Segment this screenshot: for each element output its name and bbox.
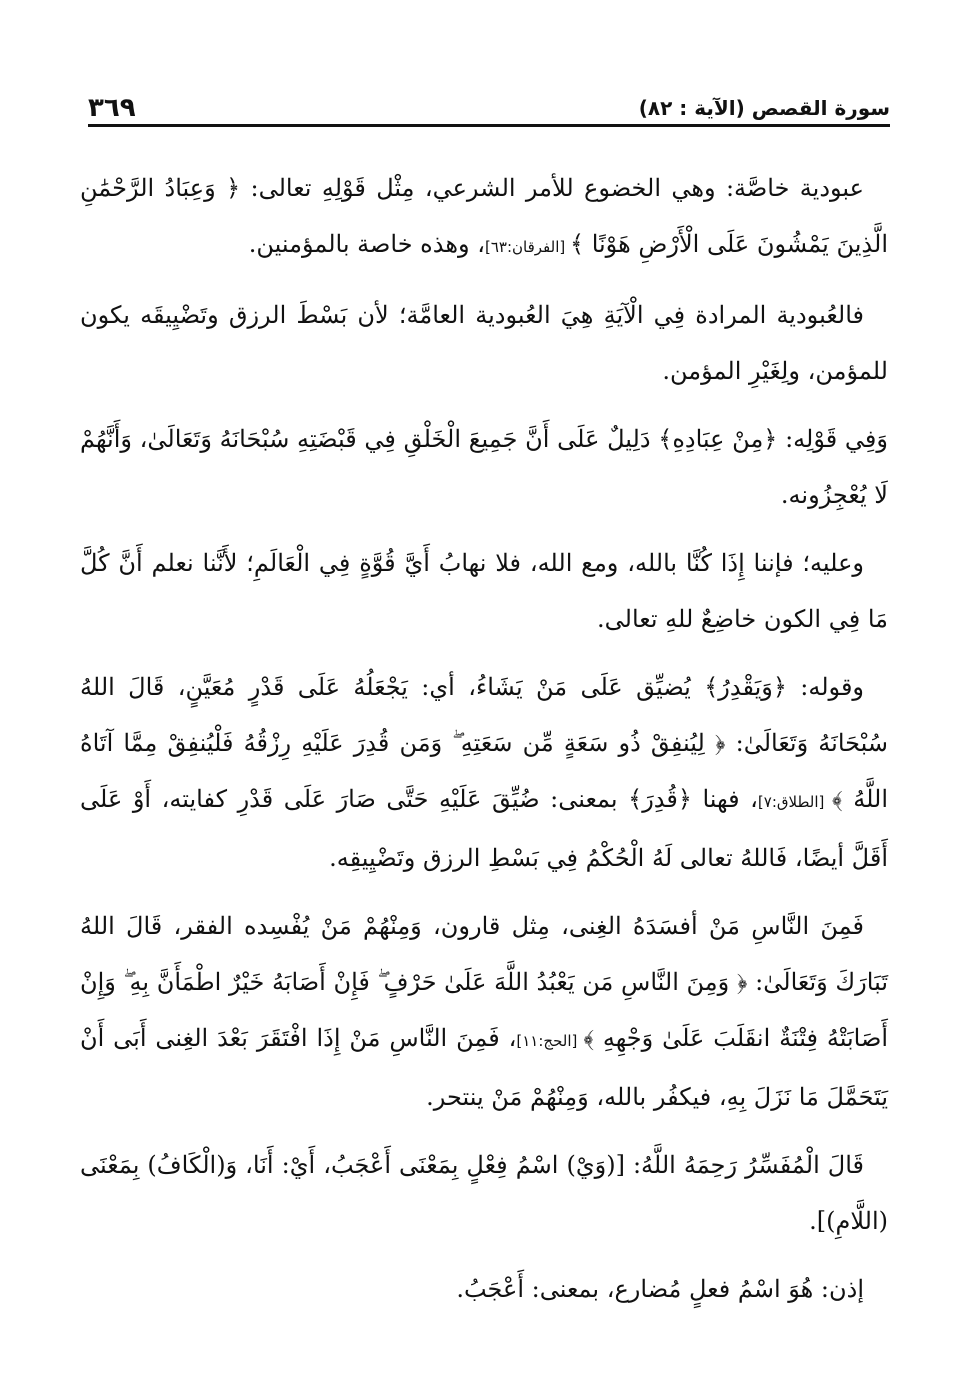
paragraph: [80, 287, 888, 399]
body-text: [80, 160, 888, 1329]
header-divider: [88, 124, 890, 127]
page-number: ٣٦٩: [88, 93, 136, 123]
paragraph: [80, 1137, 888, 1249]
paragraph: [80, 898, 888, 1125]
page-header: [88, 84, 890, 124]
paragraph-text: ، فهنا: [691, 785, 758, 813]
paragraph-text: ، وهذه خاصة بالمؤمنين.: [248, 230, 485, 258]
paragraph: [80, 411, 888, 523]
quran-verse: ﴿ وَمِنَ النَّاسِ مَن يَعْبُدُ اللَّهَ عَلَىٰ حَرْفٍ ۖ فَإِنْ أَصَابَهُ خَيْرٌ اطْمَأَنَّ بِهِ ۖ وَإِنْ أَصَابَتْهُ فِتْنَةٌ انقَلَبَ عَلَىٰ وَجْهِهِ ﴾: [80, 968, 888, 1052]
paragraph-text: وعليه؛ فإننا إِذَا كُنَّا بالله، ومع الله، فلا نهابُ أَيَّ قُوَّةٍ فِي الْعَالَمِ؛ لأَنَّنا نعلم أَنَّ كُلَّ مَا فِي الكون خاضِعٌ للهِ تعالى.: [80, 549, 888, 633]
paragraph-text: قَالَ الْمُفَسِّرُ رَحِمَهُ اللَّهُ: [(وَيْ) اسْمُ فِعْلٍ بِمَعْنَى أَعْجَبُ، أَيْ: أَنَا، وَ(الْكَافُ) بِمَعْنَى (اللَّامِ)].: [80, 1151, 888, 1235]
paragraph-text: دَلِيلٌ عَلَى أَنَّ جَمِيعَ الْخَلْقِ فِي قَبْضَتِهِ سُبْحَانَهُ وَتَعَالَىٰ، وَأَنَّهُمْ لَا يُعْجِزُونه.: [80, 425, 888, 509]
paragraph-text: وقوله:: [786, 673, 864, 701]
paragraph: [80, 659, 888, 886]
verse-reference: [الطلاق:٧]: [757, 793, 833, 811]
quran-verse: ﴿مِنْ عِبَادِهِ﴾: [658, 425, 778, 453]
verse-reference: [الفرقان:٦٣]: [484, 238, 570, 256]
quran-verse: ﴿قُدِرَ﴾: [628, 785, 692, 813]
paragraph-text: فَمِنَ النَّاسِ مَنْ أفسَدَهُ الغِنى، مِثل قارون، وَمِنْهُمْ مَنْ يُفْسِده الفقر، قَالَ اللهُ تَبَارَكَ وَتَعَالَىٰ:: [80, 912, 888, 996]
paragraph-text: إذن: هُوَ اسْمُ فعلٍ مُضارع، بمعنى: أَعْجَبُ.: [456, 1275, 864, 1303]
paragraph-text: ، فَمِنَ النَّاسِ مَنْ إِذَا افْتَقَرَ بَعْدَ الغِنى أَبَى أَنْ يَتَحَمَّلَ مَا نَزَلَ بِهِ، فيكفُر بالله، وَمِنْهُمْ مَنْ ينتحر.: [80, 1024, 888, 1111]
quran-verse: ﴿ وَعِبَادُ الرَّحْمَٰنِ الَّذِينَ يَمْشُونَ عَلَى الْأَرْضِ هَوْنًا ﴾: [80, 174, 888, 258]
paragraph-text: وَفِي قَوْلِه:: [777, 425, 888, 453]
paragraph: [80, 160, 888, 275]
paragraph: [80, 1261, 888, 1317]
paragraph-text: بمعنى: ضُيِّقَ عَلَيْهِ حَتَّى صَارَ عَلَى قَدْرِ كفايته، أَوْ عَلَى أَقَلَّ أيضًا، فَاللهُ تعالى لَهُ الْحُكْمُ فِي بَسْطِ الرزق وتَضْيِيقِه.: [80, 785, 888, 872]
paragraph-text: عبودية خاصَّة: وهي الخضوع للأمر الشرعي، مِثْل قَوْلِهِ تعالى:: [240, 174, 864, 202]
paragraph: [80, 535, 888, 647]
paragraph-text: يُضيِّق عَلَى مَنْ يَشَاءُ، أي: يَجْعَلُهُ عَلَى قَدْرٍ مُعَيَّنٍ، قَالَ اللهُ سُبْحَانَهُ وَتَعَالَىٰ:: [80, 673, 888, 757]
paragraph-text: فالعُبودية المرادة فِي الْآيَةِ هِيَ العُبودية العامَّة؛ لأن بَسْطَ الرزق وتَضْيِيقَه يكون للمؤمن، ولِغَيْرِ المؤمن.: [80, 301, 888, 385]
verse-reference: [الحج:١١]: [516, 1032, 584, 1050]
running-title: سورة القصص (الآية : ٨٢): [638, 96, 890, 120]
quran-verse: ﴿ لِيُنفِقْ ذُو سَعَةٍ مِّن سَعَتِهِ ۖ وَمَن قُدِرَ عَلَيْهِ رِزْقُهُ فَلْيُنفِقْ مِمَّا آتَاهُ اللَّهُ ﴾: [80, 729, 889, 813]
quran-verse: ﴿وَيَقْدِرُ﴾: [704, 673, 787, 701]
